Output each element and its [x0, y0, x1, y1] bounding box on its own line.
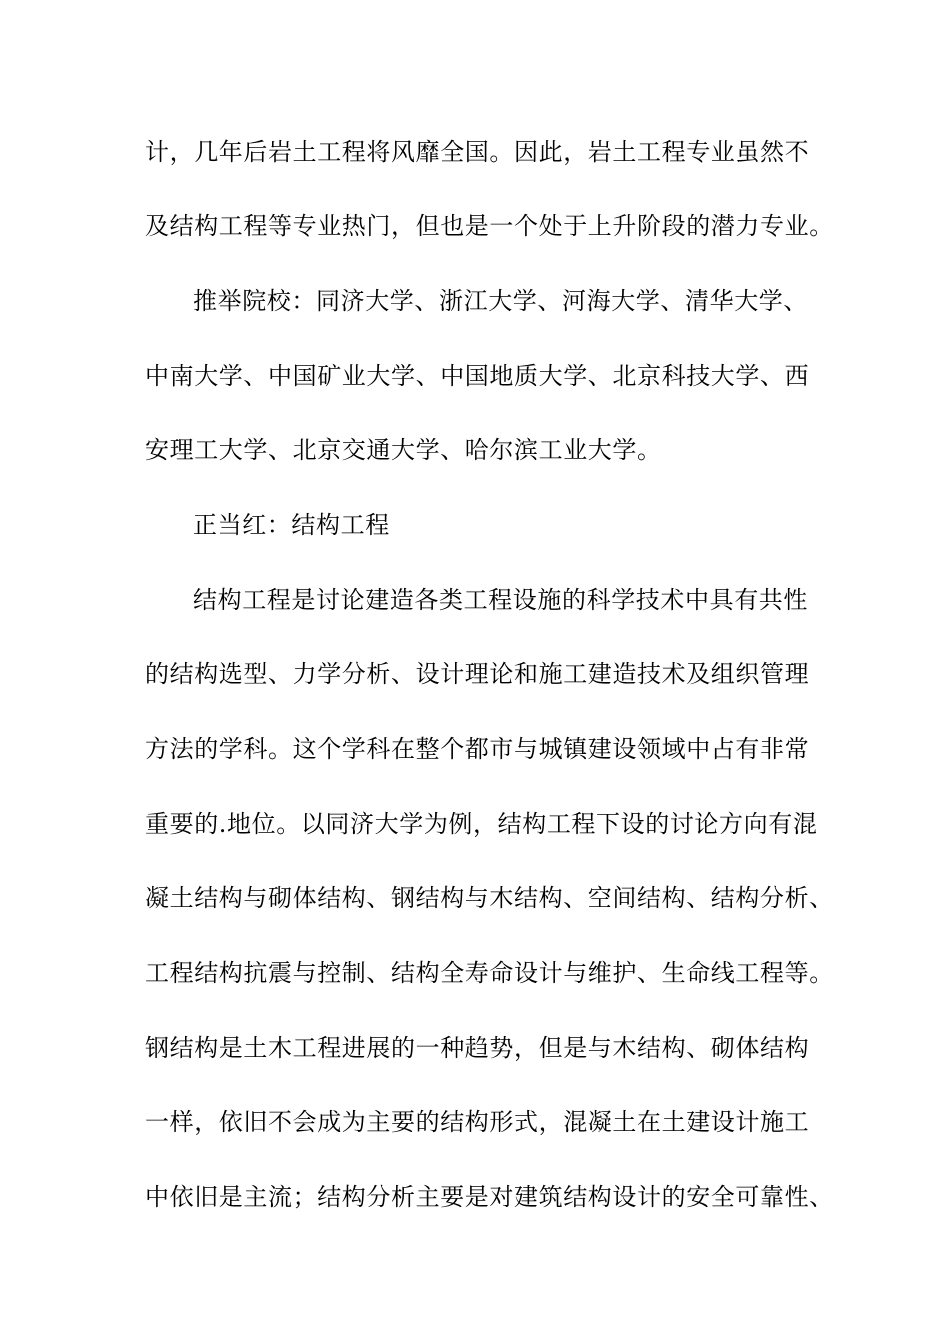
text-line-2: 及结构工程等专业热门，但也是一个处于上升阶段的潜力专业。 [145, 212, 834, 240]
text-line-1: 计，几年后岩土工程将风靡全国。因此，岩土工程专业虽然不 [145, 138, 810, 166]
text-line-3: 推举院校：同济大学、浙江大学、河海大学、清华大学、 [193, 287, 808, 315]
text-line-14: 一样，依旧不会成为主要的结构形式，混凝土在土建设计施工 [145, 1108, 810, 1136]
text-line-10: 重要的.地位。以同济大学为例，结构工程下设的讨论方向有混 [145, 810, 818, 838]
text-line-11: 凝土结构与砌体结构、钢结构与木结构、空间结构、结构分析、 [145, 884, 834, 912]
text-line-7: 结构工程是讨论建造各类工程设施的科学技术中具有共性 [193, 586, 808, 614]
text-line-12: 工程结构抗震与控制、结构全寿命设计与维护、生命线工程等。 [145, 959, 834, 987]
section-heading: 正当红：结构工程 [193, 511, 390, 539]
text-line-9: 方法的学科。这个学科在整个都市与城镇建设领域中占有非常 [145, 735, 810, 763]
text-line-8: 的结构选型、力学分析、设计理论和施工建造技术及组织管理 [145, 660, 810, 688]
text-line-5: 安理工大学、北京交通大学、哈尔滨工业大学。 [145, 436, 662, 464]
text-line-15: 中依旧是主流；结构分析主要是对建筑结构设计的安全可靠性、 [145, 1183, 834, 1211]
text-line-4: 中南大学、中国矿业大学、中国地质大学、北京科技大学、西 [145, 362, 810, 390]
text-line-13: 钢结构是土木工程进展的一种趋势，但是与木结构、砌体结构 [145, 1034, 810, 1062]
